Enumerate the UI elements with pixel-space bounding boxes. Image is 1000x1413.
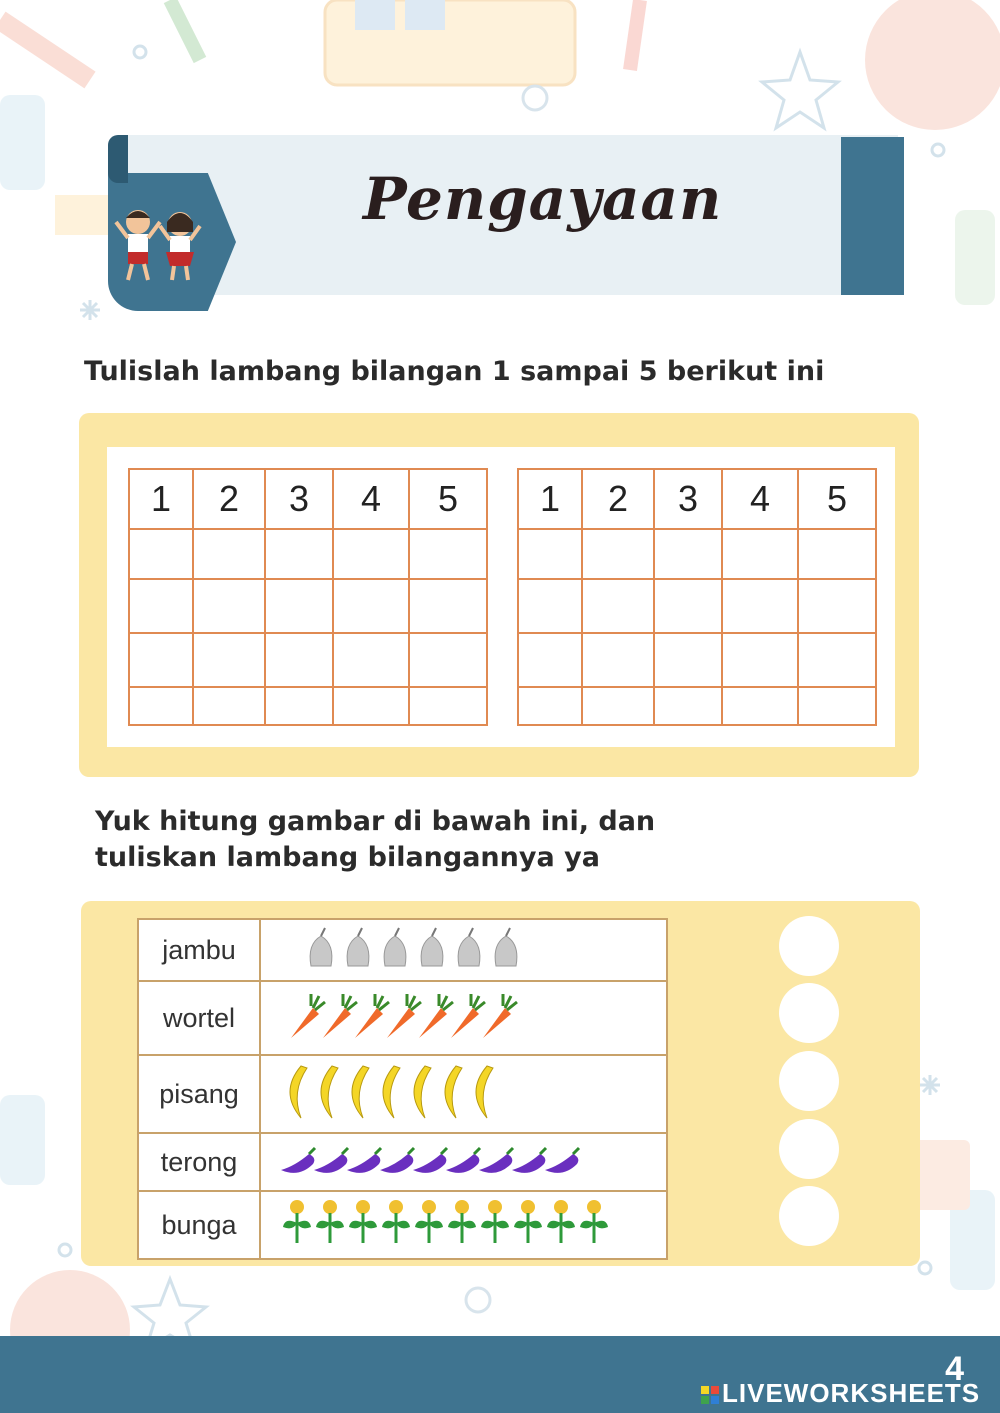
writing-cell[interactable] — [129, 529, 193, 579]
liveworksheets-logo — [700, 1378, 980, 1409]
guava-icon — [495, 928, 517, 966]
writing-cell[interactable] — [265, 687, 333, 725]
guava-icon — [384, 928, 406, 966]
writing-cell[interactable] — [798, 579, 876, 633]
answer-circle-pisang[interactable] — [779, 1051, 839, 1111]
writing-cell[interactable] — [409, 633, 487, 687]
picture-cell — [260, 981, 667, 1055]
grid-header-cell: 4 — [333, 469, 409, 529]
grid-header-cell: 3 — [265, 469, 333, 529]
eggplant-icon — [512, 1148, 546, 1173]
row-label-terong: terong — [138, 1133, 260, 1191]
grid-header-cell: 2 — [193, 469, 265, 529]
row-label-jambu: jambu — [138, 919, 260, 981]
writing-cell[interactable] — [518, 529, 582, 579]
flower-icon — [415, 1200, 443, 1243]
picture-cell — [260, 1055, 667, 1133]
carrot-icon — [419, 994, 453, 1038]
writing-cell[interactable] — [722, 579, 798, 633]
writing-cell[interactable] — [129, 579, 193, 633]
grid-header-cell: 3 — [654, 469, 722, 529]
banana-icon — [445, 1066, 462, 1118]
picture-cell — [260, 1133, 667, 1191]
grid-header-cell: 5 — [409, 469, 487, 529]
eggplant-icon — [281, 1148, 315, 1173]
writing-cell[interactable] — [333, 633, 409, 687]
answer-circle-jambu[interactable] — [779, 916, 839, 976]
writing-cell[interactable] — [265, 529, 333, 579]
flower-icon — [382, 1200, 410, 1243]
brand-name: LIVEWORKSHEETS — [722, 1378, 981, 1408]
flower-icon — [547, 1200, 575, 1243]
writing-cell[interactable] — [654, 633, 722, 687]
writing-cell[interactable] — [654, 529, 722, 579]
flower-icon — [481, 1200, 509, 1243]
flower-icon — [316, 1200, 344, 1243]
banana-icon — [414, 1066, 431, 1118]
banana-icon — [352, 1066, 369, 1118]
writing-cell[interactable] — [582, 633, 654, 687]
eggplant-icon — [314, 1148, 348, 1173]
writing-cell[interactable] — [193, 579, 265, 633]
writing-cell[interactable] — [333, 529, 409, 579]
writing-cell[interactable] — [654, 579, 722, 633]
carrot-icon — [291, 994, 325, 1038]
page-title: Pengayaan — [363, 165, 723, 233]
grid-header-cell: 1 — [518, 469, 582, 529]
header-banner — [108, 135, 904, 297]
flower-icon — [448, 1200, 476, 1243]
guava-icon — [458, 928, 480, 966]
instruction-count-line1: Yuk hitung gambar di bawah ini, dan — [95, 806, 656, 837]
writing-cell[interactable] — [409, 687, 487, 725]
writing-cell[interactable] — [265, 633, 333, 687]
writing-cell[interactable] — [798, 529, 876, 579]
counting-table — [137, 918, 668, 1260]
writing-cell[interactable] — [582, 687, 654, 725]
flower-icon — [349, 1200, 377, 1243]
writing-cell[interactable] — [518, 687, 582, 725]
grid-header-cell: 2 — [582, 469, 654, 529]
footer-bar — [0, 1336, 1000, 1413]
number-writing-grid-left — [128, 468, 488, 726]
guava-icon — [310, 928, 332, 966]
writing-cell[interactable] — [129, 633, 193, 687]
writing-cell[interactable] — [129, 687, 193, 725]
writing-cell[interactable] — [722, 633, 798, 687]
writing-cell[interactable] — [518, 579, 582, 633]
flower-icon — [514, 1200, 542, 1243]
writing-cell[interactable] — [722, 687, 798, 725]
writing-cell[interactable] — [333, 687, 409, 725]
banana-icon — [321, 1066, 338, 1118]
logo-squares-icon — [700, 1385, 722, 1405]
eggplant-icon — [545, 1148, 579, 1173]
writing-cell[interactable] — [798, 633, 876, 687]
row-label-pisang: pisang — [138, 1055, 260, 1133]
writing-cell[interactable] — [193, 687, 265, 725]
writing-cell[interactable] — [333, 579, 409, 633]
grid-header-cell: 1 — [129, 469, 193, 529]
carrot-icon — [323, 994, 357, 1038]
flower-icon — [580, 1200, 608, 1243]
writing-cell[interactable] — [265, 579, 333, 633]
banner-right-block — [841, 137, 904, 295]
answer-circle-bunga[interactable] — [779, 1186, 839, 1246]
writing-cell[interactable] — [654, 687, 722, 725]
carrot-icon — [451, 994, 485, 1038]
writing-cell[interactable] — [409, 529, 487, 579]
writing-cell[interactable] — [409, 579, 487, 633]
picture-cell — [260, 1191, 667, 1259]
carrot-icon — [483, 994, 517, 1038]
row-label-bunga: bunga — [138, 1191, 260, 1259]
number-writing-grid-right — [517, 468, 877, 726]
writing-cell[interactable] — [582, 579, 654, 633]
banana-icon — [476, 1066, 493, 1118]
eggplant-icon — [380, 1148, 414, 1173]
banana-icon — [383, 1066, 400, 1118]
guava-icon — [421, 928, 443, 966]
writing-cell[interactable] — [193, 633, 265, 687]
page-number: 4 — [945, 1350, 964, 1388]
banana-icon — [290, 1066, 307, 1118]
writing-cell[interactable] — [722, 529, 798, 579]
writing-cell[interactable] — [518, 633, 582, 687]
banner-curl — [108, 135, 128, 183]
grid-header-cell: 4 — [722, 469, 798, 529]
guava-icon — [347, 928, 369, 966]
carrot-icon — [387, 994, 421, 1038]
answer-circle-wortel[interactable] — [779, 983, 839, 1043]
eggplant-icon — [446, 1148, 480, 1173]
writing-cell[interactable] — [193, 529, 265, 579]
eggplant-icon — [347, 1148, 381, 1173]
eggplant-icon — [479, 1148, 513, 1173]
writing-cell[interactable] — [582, 529, 654, 579]
answer-circle-terong[interactable] — [779, 1119, 839, 1179]
writing-cell[interactable] — [798, 687, 876, 725]
instruction-write-numbers: Tulislah lambang bilangan 1 sampai 5 berikut ini — [84, 356, 825, 387]
flower-icon — [283, 1200, 311, 1243]
row-label-wortel: wortel — [138, 981, 260, 1055]
instruction-count-line2: tuliskan lambang bilangannya ya — [95, 842, 600, 873]
carrot-icon — [355, 994, 389, 1038]
grid-header-cell: 5 — [798, 469, 876, 529]
children-illustration — [110, 200, 210, 290]
eggplant-icon — [413, 1148, 447, 1173]
picture-cell — [260, 919, 667, 981]
